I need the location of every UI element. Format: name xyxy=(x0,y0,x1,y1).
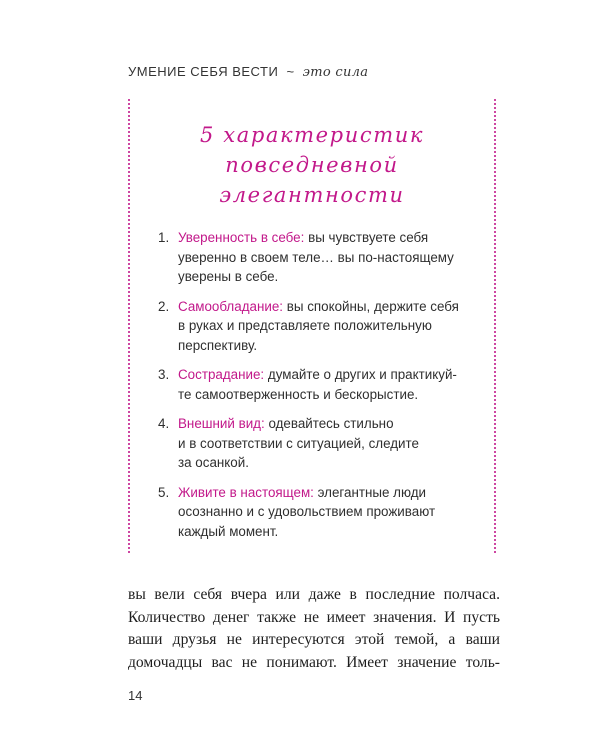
list-item xyxy=(158,297,488,356)
sidebar-title-line: повседневной xyxy=(225,153,399,177)
item-text: и в соответствии с ситуацией, следите xyxy=(178,435,419,451)
item-text: уверенно в своем теле… вы по-настоящему xyxy=(178,249,454,265)
item-text: думайте о других и практикуй- xyxy=(267,367,457,382)
item-number: 2. xyxy=(158,298,170,314)
item-term: Самообладание: xyxy=(178,298,283,314)
list-item xyxy=(158,483,488,542)
item-text: уверены в себе. xyxy=(178,269,279,284)
item-text: вы чувствуете себя xyxy=(308,230,429,245)
item-text: за осанкой. xyxy=(178,455,249,470)
running-head-script: это сила xyxy=(302,65,369,80)
item-text: элегантные люди xyxy=(317,484,427,500)
item-number: 1. xyxy=(158,230,170,245)
body-line: вы вели себя вчера или даже в последние полчаса. xyxy=(128,586,500,603)
item-text: в руках и представляете положительную xyxy=(178,318,432,333)
running-head xyxy=(128,64,368,80)
item-text: одевайтесь стильно xyxy=(268,416,394,431)
item-term: Внешний вид: xyxy=(178,416,265,431)
sidebar-title-line: 5 характеристик xyxy=(200,123,424,147)
item-text: те самоотверженность и бескорыстие. xyxy=(178,386,419,402)
body-paragraph xyxy=(128,584,500,674)
item-term: Уверенность в себе: xyxy=(178,230,305,245)
sidebar-title xyxy=(138,120,486,210)
item-text: осознанно и с удовольствием проживают xyxy=(178,504,436,519)
item-number: 4. xyxy=(158,416,170,431)
running-head-tilde: ~ xyxy=(286,64,295,79)
sidebar-title-line: элегантности xyxy=(219,183,405,207)
sidebar-box xyxy=(128,98,496,553)
item-text: вы спокойны, держите себя xyxy=(286,298,459,314)
running-head-caps: УМЕНИЕ СЕБЯ ВЕСТИ xyxy=(128,64,279,79)
item-number: 3. xyxy=(158,367,170,382)
list-item xyxy=(158,414,488,473)
body-line: ваши друзья не интересуются этой темой, а ваши xyxy=(128,631,500,648)
list-item xyxy=(158,365,488,404)
item-text: каждый момент. xyxy=(178,523,279,539)
item-number: 5. xyxy=(158,484,170,500)
sidebar-right-dotted-border xyxy=(494,98,496,553)
item-term: Живите в настоящем: xyxy=(178,484,314,500)
body-line: Количество денег также не имеет значения. И пусть xyxy=(128,608,500,626)
body-line: домочадцы вас не понимают. Имеет значение толь- xyxy=(128,653,500,671)
page-number: 14 xyxy=(128,688,143,703)
characteristics-list xyxy=(158,228,488,551)
item-text: перспективу. xyxy=(178,337,258,353)
item-term: Сострадание: xyxy=(178,367,265,382)
list-item xyxy=(158,228,488,287)
sidebar-left-dotted-border xyxy=(128,98,130,553)
